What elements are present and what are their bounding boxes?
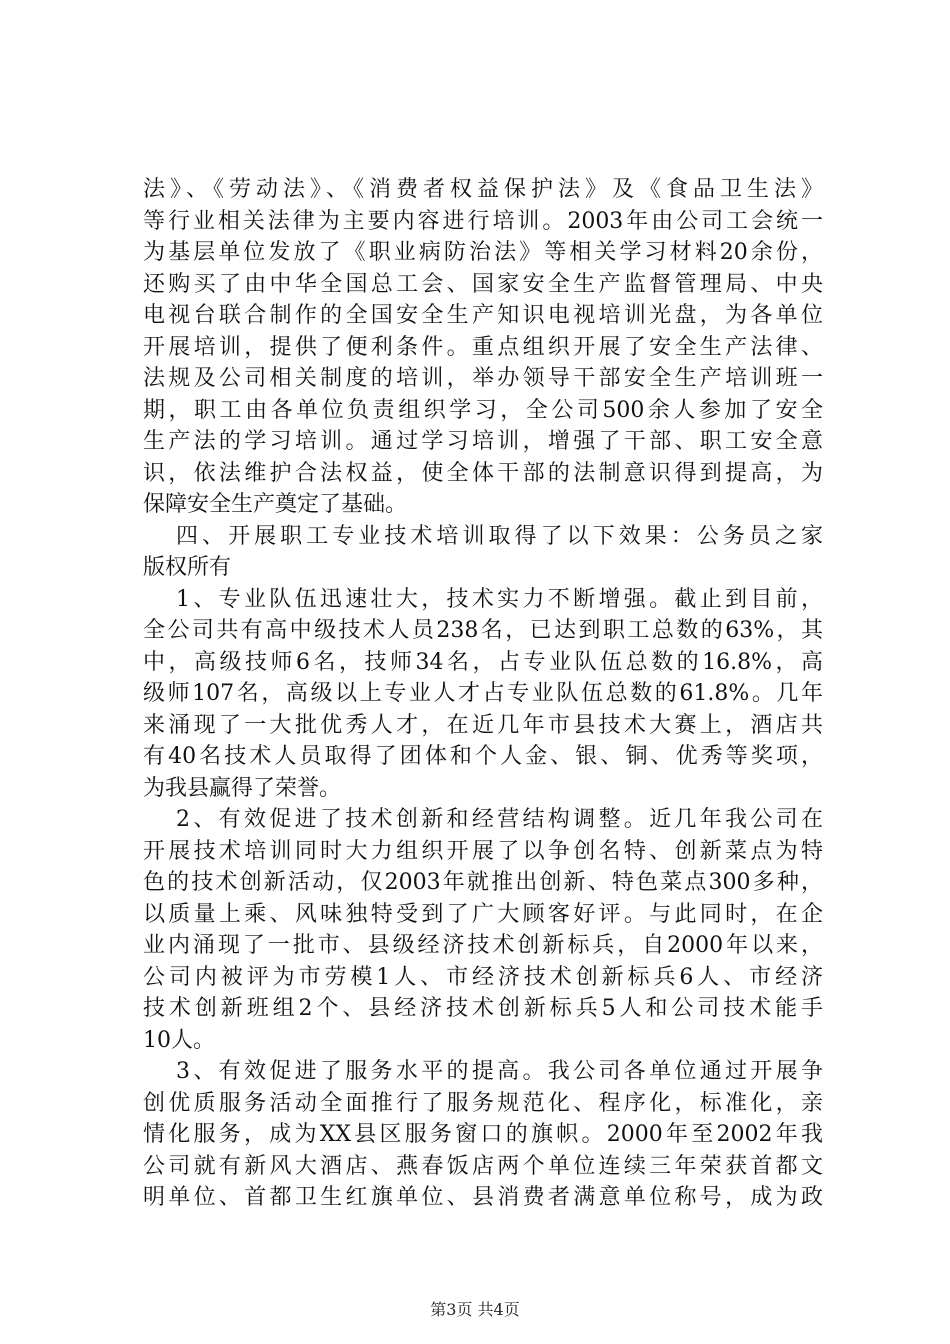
text-line: 创优质服务活动全面推行了服务规范化、程序化，标准化，亲	[143, 1090, 823, 1116]
text-line: 等行业相关法律为主要内容进行培训。2003年由公司工会统一	[143, 208, 823, 234]
text-line: 以质量上乘、风味独特受到了广大顾客好评。与此同时，在企	[143, 901, 823, 927]
text-line: 法规及公司相关制度的培训，举办领导干部安全生产培训班一	[143, 366, 823, 391]
text-line: 有40名技术人员取得了团体和个人金、银、铜、优秀等奖项，	[143, 744, 823, 769]
text-line: 10人。	[143, 1027, 215, 1053]
paragraph-start: 2、有效促进了技术创新和经营结构调整。近几年我公司在	[176, 807, 823, 832]
text-line: 法》、《劳动法》、《消费者权益保护法》及《食品卫生法》	[143, 177, 823, 202]
text-line: 期，职工由各单位负责组织学习，全公司500余人参加了安全	[143, 397, 823, 423]
document-body	[143, 174, 823, 1214]
text-line: 识，依法维护合法权益，使全体干部的法制意识得到提高，为	[143, 460, 823, 486]
page-footer: 第3页 共4页	[430, 1300, 520, 1319]
text-line: 保障安全生产奠定了基础。	[143, 492, 408, 517]
text-line: 来涌现了一大批优秀人才，在近几年市县技术大赛上，酒店共	[143, 712, 823, 738]
text-line: 公司内被评为市劳模1人、市经济技术创新标兵6人、市经济	[143, 964, 823, 990]
text-line: 明单位、首都卫生红旗单位、县消费者满意单位称号，成为政	[143, 1185, 823, 1210]
text-line: 还购买了由中华全国总工会、国家安全生产监督管理局、中央	[143, 271, 823, 297]
text-line: 电视台联合制作的全国安全生产知识电视培训光盘，为各单位	[143, 303, 823, 328]
text-line: 中，高级技师6名，技师34名，占专业队伍总数的16.8%，高	[143, 649, 823, 675]
text-line: 业内涌现了一批市、县级经济技术创新标兵，自2000年以来，	[143, 933, 823, 958]
text-line: 色的技术创新活动，仅2003年就推出创新、特色菜点300多种，	[143, 870, 823, 895]
text-line: 级师107名，高级以上专业人才占专业队伍总数的61.8%。几年	[143, 681, 823, 706]
paragraph-start: 1、专业队伍迅速壮大，技术实力不断增强。截止到目前，	[176, 586, 823, 612]
text-line: 为基层单位发放了《职业病防治法》等相关学习材料20余份，	[143, 240, 823, 265]
text-line: 为我县赢得了荣誉。	[143, 775, 342, 801]
text-line: 情化服务，成为XX县区服务窗口的旗帜。2000年至2002年我	[143, 1122, 823, 1147]
text-line: 全公司共有高中级技术人员238名，已达到职工总数的63%，其	[143, 618, 823, 643]
text-line: 生产法的学习培训。通过学习培训，增强了干部、职工安全意	[143, 429, 823, 454]
text-line: 技术创新班组2个、县经济技术创新标兵5人和公司技术能手	[143, 996, 823, 1021]
text-line: 版权所有	[143, 555, 232, 580]
text-line: 公司就有新风大酒店、燕春饭店两个单位连续三年荣获首都文	[143, 1153, 823, 1179]
section-heading: 四、开展职工专业技术培训取得了以下效果：公务员之家	[176, 523, 823, 549]
text-line: 开展技术培训同时大力组织开展了以争创名特、创新菜点为特	[143, 838, 823, 864]
text-line: 开展培训，提供了便利条件。重点组织开展了安全生产法律、	[143, 334, 823, 360]
paragraph-start: 3、有效促进了服务水平的提高。我公司各单位通过开展争	[176, 1059, 823, 1084]
